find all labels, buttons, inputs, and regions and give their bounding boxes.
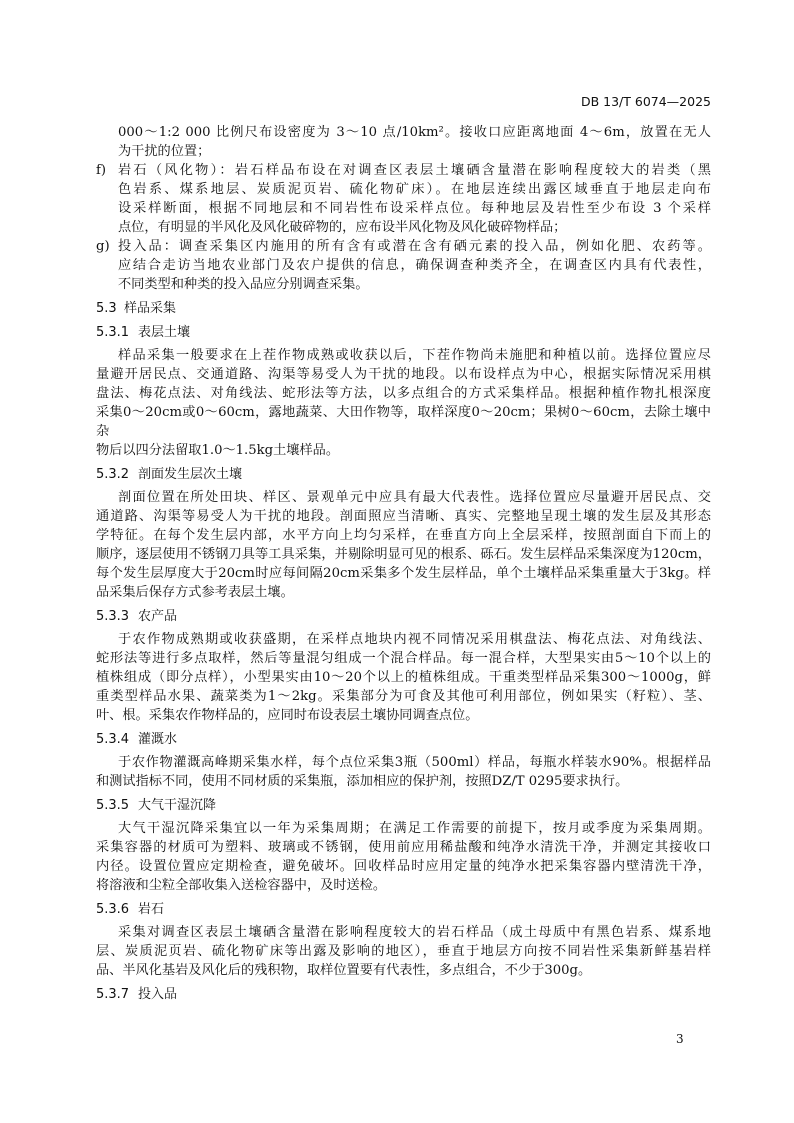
document-code-header: DB 13/T 6074—2025 <box>580 94 711 109</box>
section-number: 5.3.7 <box>96 987 130 1002</box>
text-line: 样品采集一般要求在上茬作物成熟或收获以后，下茬作物尚未施肥和种植以前。选择位置应尽 <box>118 348 711 363</box>
paragraph <box>96 923 711 980</box>
text-line: 内径。设置位置应定期检查，避免破坏。回收样品时应用定量的纯净水把采集容器内壁清洗干净， <box>96 859 711 874</box>
text-line: 植株组成（即分点样），小型果实由10～20个以上的植株组成。干重类型样品采集300～1000g，鲜 <box>96 670 711 685</box>
text-line: 品、半风化基岩及风化后的残积物，取样位置要有代表性，多点组合，不少于300g。 <box>96 963 592 978</box>
text-line: 物后以四分法留取1.0～1.5kg土壤样品。 <box>96 443 340 458</box>
section-title: 投入品 <box>138 987 178 1002</box>
text-line: 剖面位置在所处田块、样区、景观单元中应具有最大代表性。选择位置应尽量避开居民点、交 <box>118 490 711 505</box>
text-line: 不同类型和种类的投入品应分别调查采集。 <box>118 277 369 292</box>
text-line: 设采样断面，根据不同地层和不同岩性布设采样点位。每种地层及岩性至少布设 3 个采样 <box>118 201 711 216</box>
text-line: 学特征。在每个发生层内部，水平方向上均匀采样，在垂直方向上全层采样，按照剖面自下而上的 <box>96 528 711 543</box>
section-heading <box>96 900 711 919</box>
paragraph <box>96 346 711 460</box>
text-line: 和测试指标不同，使用不同材质的采集瓶，添加相应的保护剂，按照DZ/T 0295要求执行。 <box>96 774 629 789</box>
text-line: 岩石（风化物）：岩石样品布设在对调查区表层土壤硒含量潜在影响程度较大的岩类（黑 <box>118 163 711 178</box>
section-title: 剖面发生层次土壤 <box>138 467 243 482</box>
section-title: 岩石 <box>138 902 165 917</box>
text-line: 于农作物灌溉高峰期采集水样，每个点位采集3瓶（500ml）样品，每瓶水样装水90%。根据样品 <box>118 755 711 770</box>
section-heading <box>96 323 711 342</box>
text-line: 顺序，逐层使用不锈钢刀具等工具采集，并剔除明显可见的根系、砾石。发生层样品采集深度为120cm， <box>96 547 711 562</box>
section-number: 5.3.1 <box>96 325 130 340</box>
paragraph <box>96 630 711 725</box>
list-item-text <box>118 161 711 237</box>
section-heading <box>96 299 711 318</box>
section-heading <box>96 985 711 1004</box>
section-number: 5.3.6 <box>96 902 130 917</box>
section-number: 5.3 <box>96 301 117 316</box>
text-line: 品采集后保存方式参考表层土壤。 <box>96 585 294 600</box>
paragraph <box>96 753 711 791</box>
section-title: 农产品 <box>138 609 178 624</box>
text-line: 点位，有明显的半风化及风化破碎物的，应布设半风化物及风化破碎物样品； <box>118 220 567 235</box>
text-line: 每个发生层厚度大于20cm时应每间隔20cm采集多个发生层样品，单个土壤样品采集重量大于3kg。样 <box>96 566 711 581</box>
paragraph <box>96 819 711 895</box>
text-line: 为干扰的位置； <box>118 144 211 159</box>
text-line: 采集对调查区表层土壤硒含量潜在影响程度较大的岩石样品（成土母质中有黑色岩系、煤系地 <box>118 925 711 940</box>
section-title: 表层土壤 <box>138 325 191 340</box>
list-item-label: f) <box>96 163 107 178</box>
section-number: 5.3.3 <box>96 609 130 624</box>
text-line: 蛇形法等进行多点取样，然后等量混匀组成一个混合样品。每一混合样，大型果实由5～10个以上的 <box>96 651 711 666</box>
continued-list-text <box>96 123 711 161</box>
list-item <box>96 161 711 237</box>
text-line: 将溶液和尘粒全部收集入送检容器中，及时送检。 <box>96 878 387 893</box>
text-line: 色岩系、煤系地层、炭质泥页岩、硫化物矿床）。在地层连续出露区域垂直于地层走向布 <box>118 182 711 197</box>
section-number: 5.3.5 <box>96 798 130 813</box>
section-number: 5.3.2 <box>96 467 130 482</box>
list-item <box>96 237 711 294</box>
text-line: 层、炭质泥页岩、硫化物矿床等出露及影响的地区），垂直于地层方向按不同岩性采集新鲜基岩样 <box>96 944 711 959</box>
text-line: 于农作物成熟期或收获盛期，在采样点地块内视不同情况采用棋盘法、梅花点法、对角线法、 <box>118 632 711 647</box>
list-item-label: g) <box>96 239 110 254</box>
section-title: 大气干湿沉降 <box>138 798 217 813</box>
section-heading <box>96 730 711 749</box>
text-line: 盘法、梅花点法、对角线法、蛇形法等方法，以多点组合的方式采集样品。根据种植作物扎根深度 <box>96 386 711 401</box>
text-line: 采集0～20cm或0～60cm，露地蔬菜、大田作物等，取样深度0～20cm；果树0～60cm，去除土壤中杂 <box>96 405 711 439</box>
text-line: 应结合走访当地农业部门及农户提供的信息，确保调查种类齐全，在调查区内具有代表性， <box>118 258 711 273</box>
text-line: 叶、根。采集农作物样品的，应同时布设表层土壤协同调查点位。 <box>96 708 479 723</box>
section-heading <box>96 796 711 815</box>
section-heading <box>96 607 711 626</box>
text-line: 投入品：调查采集区内施用的所有含有或潜在含有硒元素的投入品，例如化肥、农药等。 <box>118 239 711 254</box>
text-line: 采集容器的材质可为塑料、玻璃或不锈钢，使用前应用稀盐酸和纯净水清洗干净，并测定其接收口 <box>96 840 711 855</box>
page-number: 3 <box>676 1032 684 1046</box>
text-line: 000～1:2 000 比例尺布设密度为 3～10 点/10km²。接收口应距离地面 4～6m，放置在无人 <box>118 125 711 140</box>
section-title: 灌溉水 <box>138 732 178 747</box>
text-line: 通道路、沟渠等易受人为干扰的地段。剖面照应当清晰、真实、完整地呈现土壤的发生层及其形态 <box>96 509 711 524</box>
list-item-text <box>118 237 711 294</box>
section-number: 5.3.4 <box>96 732 130 747</box>
text-line: 重类型样品水果、蔬菜类为1～2kg。采集部分为可食及其他可利用部位，例如果实（籽粒）、茎、 <box>96 689 711 704</box>
text-line: 大气干湿沉降采集宜以一年为采集周期；在满足工作需要的前提下，按月或季度为采集周期。 <box>118 821 711 836</box>
paragraph <box>96 488 711 602</box>
section-heading <box>96 465 711 484</box>
document-body <box>96 123 711 1008</box>
text-line: 量避开居民点、交通道路、沟渠等易受人为干扰的地段。以布设样点为中心，根据实际情况采用棋 <box>96 367 711 382</box>
section-title: 样品采集 <box>124 301 177 316</box>
